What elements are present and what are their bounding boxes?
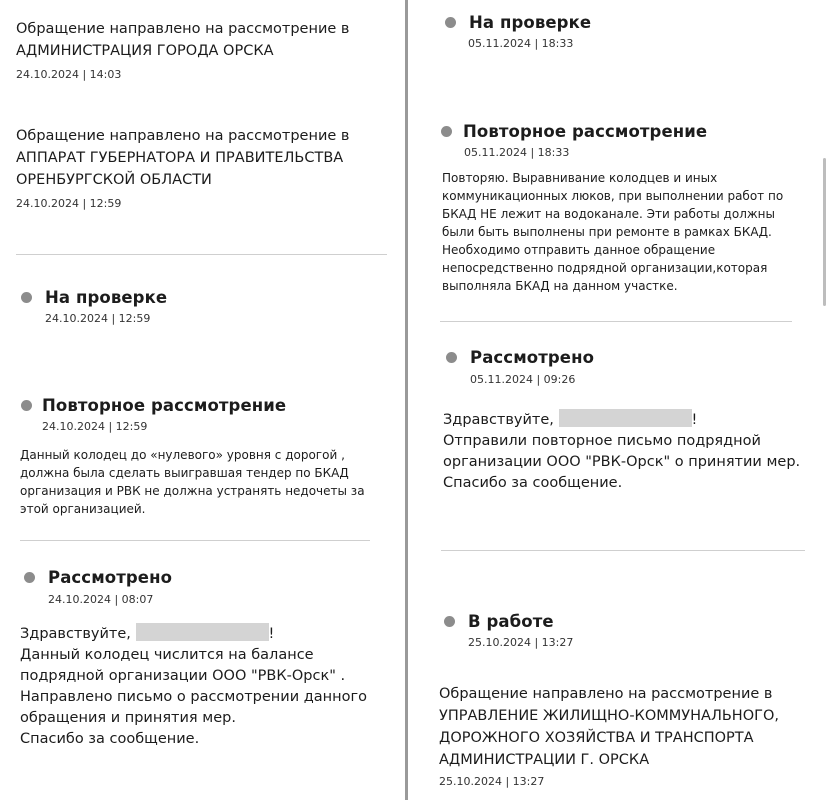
status-dot-icon bbox=[446, 352, 457, 363]
status-in-progress bbox=[444, 612, 573, 650]
status-repeat-review bbox=[441, 122, 783, 295]
event-text-line: АППАРАТ ГУБЕРНАТОРА И ПРАВИТЕЛЬСТВА bbox=[16, 150, 344, 166]
user-comment bbox=[442, 169, 783, 295]
comment-line: коммуникационных люков, при выполнении работ по bbox=[442, 189, 784, 203]
status-date: 24.10.2024 | 12:59 bbox=[45, 312, 151, 325]
reply-line: подрядной организации ООО "РВК-Орск" . bbox=[20, 668, 346, 684]
event-text-line: ДОРОЖНОГО ХОЗЯЙСТВА И ТРАНСПОРТА bbox=[439, 730, 754, 746]
user-comment bbox=[20, 446, 365, 518]
reply-line: Спасибо за сообщение. bbox=[443, 475, 623, 491]
status-label: Рассмотрено bbox=[470, 348, 595, 367]
event-date: 25.10.2024 | 13:27 bbox=[439, 775, 545, 788]
section-divider bbox=[441, 550, 805, 551]
reply-line: Направлено письмо о рассмотрении данного bbox=[20, 689, 367, 705]
status-label: Повторное рассмотрение bbox=[463, 122, 708, 141]
status-label: В работе bbox=[468, 612, 554, 631]
status-repeat-review bbox=[21, 396, 365, 518]
section-divider bbox=[16, 254, 387, 255]
status-label: Рассмотрено bbox=[48, 568, 173, 587]
comment-line: Необходимо отправить данное обращение bbox=[442, 243, 716, 257]
status-date: 25.10.2024 | 13:27 bbox=[468, 636, 574, 649]
reply-line: Спасибо за сообщение. bbox=[20, 731, 200, 747]
status-date: 24.10.2024 | 08:07 bbox=[48, 593, 154, 606]
status-reviewed bbox=[443, 348, 801, 494]
event-text-line: УПРАВЛЕНИЕ ЖИЛИЩНО-КОММУНАЛЬНОГО, bbox=[439, 708, 779, 724]
official-reply bbox=[20, 623, 367, 750]
status-reviewed bbox=[20, 568, 367, 750]
status-date: 05.11.2024 | 18:33 bbox=[464, 146, 570, 159]
screenshot-divider bbox=[405, 0, 408, 800]
reply-line: Отправили повторное письмо подрядной bbox=[443, 433, 761, 449]
comment-line: Повторяю. Выравнивание колодцев и иных bbox=[442, 171, 718, 185]
section-divider bbox=[20, 540, 370, 541]
official-reply bbox=[443, 409, 800, 494]
status-dot-icon bbox=[444, 616, 455, 627]
comment-line: этой организацией. bbox=[20, 502, 146, 516]
status-on-review bbox=[445, 13, 591, 51]
reply-greeting: Здравствуйте, bbox=[20, 626, 131, 642]
reply-line: обращения и принятия мер. bbox=[20, 710, 236, 726]
reply-line: организации ООО "РВК-Орск" о принятии мер. bbox=[443, 454, 801, 470]
event-date: 24.10.2024 | 14:03 bbox=[16, 68, 122, 81]
routing-event-administration bbox=[16, 18, 349, 82]
comment-line: выполняла БКАД на данном участке. bbox=[442, 279, 678, 293]
comment-line: должна была сделать выигравшая тендер по БКАД bbox=[20, 466, 349, 480]
event-text-line: Обращение направлено на рассмотрение в bbox=[16, 21, 350, 37]
status-label: На проверке bbox=[469, 13, 592, 32]
routing-event-governor bbox=[16, 125, 349, 211]
comment-line: непосредственно подрядной организации,которая bbox=[442, 261, 768, 275]
status-label: Повторное рассмотрение bbox=[42, 396, 287, 415]
redacted-name bbox=[559, 409, 692, 427]
status-date: 05.11.2024 | 09:26 bbox=[470, 373, 576, 386]
event-text-line: ОРЕНБУРГСКОЙ ОБЛАСТИ bbox=[16, 172, 212, 188]
event-date: 24.10.2024 | 12:59 bbox=[16, 197, 122, 210]
status-dot-icon bbox=[445, 17, 456, 28]
status-dot-icon bbox=[24, 572, 35, 583]
reply-greeting-end: ! bbox=[691, 412, 698, 428]
comment-line: Данный колодец до «нулевого» уровня с дорогой , bbox=[20, 448, 345, 462]
routing-event-housing-dept bbox=[439, 683, 779, 789]
status-dot-icon bbox=[21, 400, 32, 411]
event-text-line: Обращение направлено на рассмотрение в bbox=[16, 128, 350, 144]
status-date: 05.11.2024 | 18:33 bbox=[468, 37, 574, 50]
status-dot-icon bbox=[21, 292, 32, 303]
comment-line: БКАД НЕ лежит на водоканале. Эти работы должны bbox=[442, 207, 775, 221]
event-text-line: Обращение направлено на рассмотрение в bbox=[439, 686, 773, 702]
event-text-line: АДМИНИСТРАЦИЯ ГОРОДА ОРСКА bbox=[16, 43, 274, 59]
status-date: 24.10.2024 | 12:59 bbox=[42, 420, 148, 433]
comment-line: были быть выполнены при ремонте в рамках БКАД. bbox=[442, 225, 772, 239]
scrollbar-thumb[interactable] bbox=[823, 158, 826, 306]
redacted-name bbox=[136, 623, 269, 641]
status-label: На проверке bbox=[45, 288, 168, 307]
section-divider bbox=[440, 321, 792, 322]
comment-line: организация и РВК не должна устранять недочеты за bbox=[20, 484, 365, 498]
reply-greeting-end: ! bbox=[268, 626, 275, 642]
reply-line: Данный колодец числится на балансе bbox=[20, 647, 314, 663]
status-on-review bbox=[21, 288, 167, 326]
event-text-line: АДМИНИСТРАЦИИ Г. ОРСКА bbox=[439, 752, 650, 768]
reply-greeting: Здравствуйте, bbox=[443, 412, 554, 428]
status-dot-icon bbox=[441, 126, 452, 137]
